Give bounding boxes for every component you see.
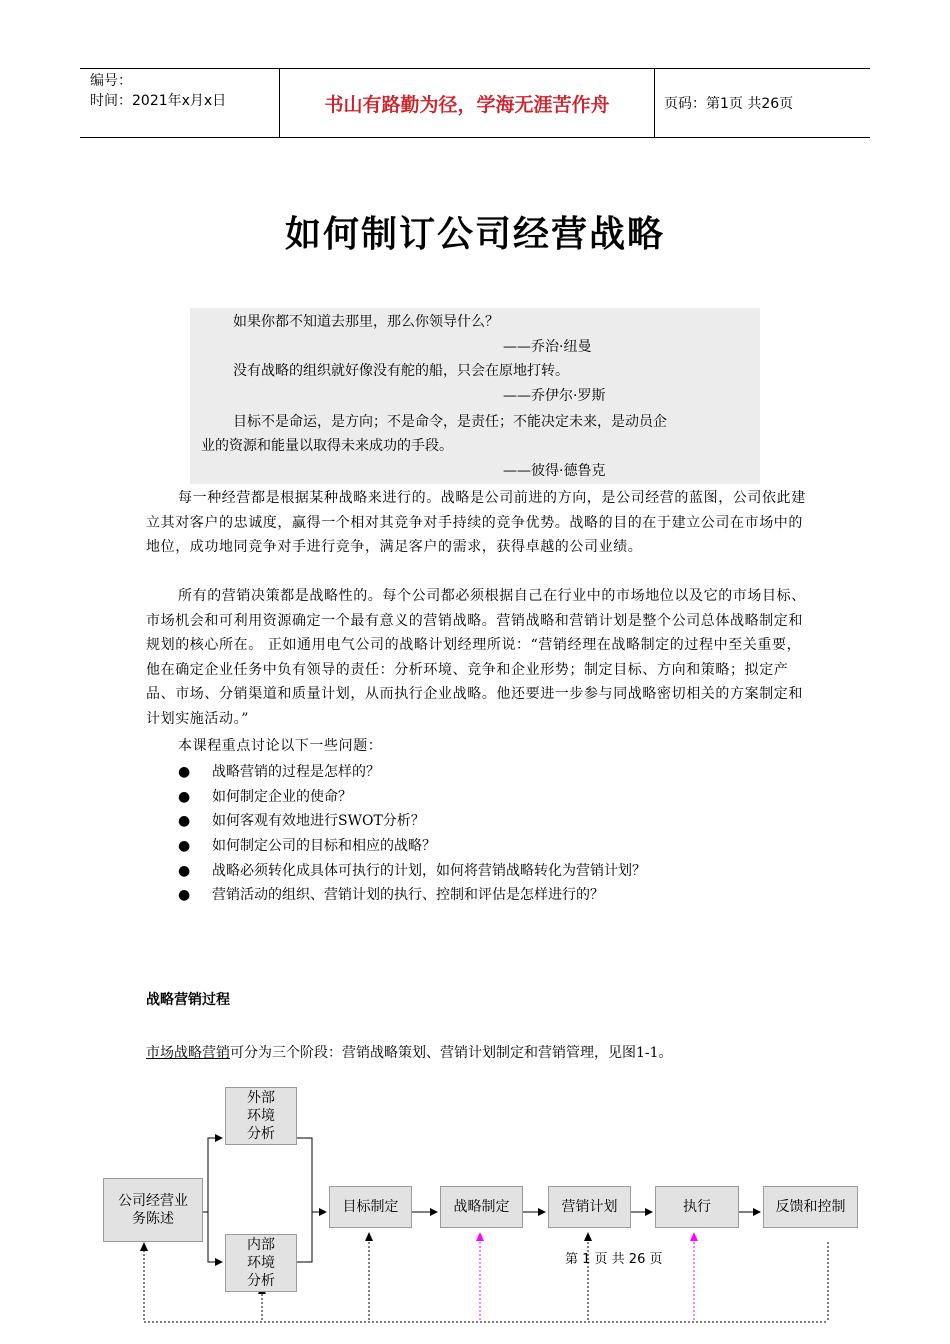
box-strategy-setting: 战略制定 [440, 1186, 523, 1228]
section-heading: 战略营销过程 [146, 992, 230, 1008]
list-item: ● 战略必须转化成具体可执行的计划，如何将营销战略转化为营销计划？ [178, 863, 646, 879]
box-feedback-control: 反馈和控制 [763, 1186, 858, 1228]
list-item: ● 战略营销的过程是怎样的？ [178, 764, 380, 780]
quote-1: 如果你都不知道去那里，那么你领导什么？ [233, 314, 499, 330]
bullet-icon: ● [178, 813, 191, 829]
document-title: 如何制订公司经营战略 [284, 213, 665, 255]
header-motto: 书山有路勤为径，学海无涯苦作舟 [280, 69, 655, 137]
date-label: 时间：2021年x月x日 [90, 93, 227, 109]
list-item: ● 营销活动的组织、营销计划的执行、控制和评估是怎样进行的？ [178, 887, 604, 903]
quote-1-author: ——乔治·纽曼 [503, 339, 592, 355]
box-company-statement: 公司经营业务陈述 [103, 1178, 203, 1242]
list-item: ● 如何制定公司的目标和相应的战略？ [178, 838, 436, 854]
box-goal-setting: 目标制定 [329, 1186, 412, 1228]
paragraph-2: 所有的营销决策都是战略性的。每个公司都必须根据自己在行业中的市场地位以及它的市场目标、市场机会和可利用资源确定一个最有意义的营销战略。营销战略和营销计划是整个公司总体战略制定和规划的核心所在。 正如通用电气公司的战略计划经理所说：“营销经理在战略制定的过程中至关重要，他在确定企业任务中负有领导的责任：分析环境、竞争和企业形势；制定目标、方向和策略；拟定产品、市场、分销渠道和质量计划，从而执行企业战略。他还要进一步参与同战略密切相关的方案制定和计划实施活动。” [146, 588, 806, 727]
bullet-icon: ● [178, 887, 191, 903]
list-item: ● 如何客观有效地进行SWOT分析？ [178, 813, 425, 829]
bullet-icon: ● [178, 789, 191, 805]
box-internal-analysis: 内部环境分析 [225, 1234, 297, 1292]
header-page-info: 页码：第1页 共26页 [664, 96, 794, 112]
paragraph-1: 每一种经营都是根据某种战略来进行的。战略是公司前进的方向，是公司经营的蓝图，公司依此建立其对客户的忠诚度，赢得一个相对其竞争对手持续的竞争优势。战略的目的在于建立公司在市场中的地位，成功地同竞争对手进行竞争，满足客户的需求，获得卓越的公司业绩。 [146, 490, 806, 555]
box-external-analysis: 外部环境分析 [225, 1087, 297, 1145]
box-marketing-plan: 营销计划 [548, 1186, 631, 1228]
quote-3-author: ——彼得·德鲁克 [503, 463, 606, 479]
section-intro: 市场战略营销可分为三个阶段：营销战略策划、营销计划制定和营销管理，见图1-1。 [146, 1045, 673, 1061]
quote-3-line2: 业的资源和能量以取得未来成功的手段。 [201, 438, 453, 454]
quote-3-line1: 目标不是命运，是方向；不是命令，是责任；不能决定未来，是动员企 [233, 414, 667, 430]
bullet-icon: ● [178, 838, 191, 854]
quote-2: 没有战略的组织就好像没有舵的船，只会在原地打转。 [233, 363, 569, 379]
number-label: 编号： [90, 73, 132, 89]
quote-2-author: ——乔伊尔·罗斯 [503, 388, 606, 404]
intro-link[interactable]: 市场战略营销 [146, 1045, 230, 1061]
bullet-icon: ● [178, 764, 191, 780]
box-execution: 执行 [655, 1186, 739, 1228]
page-footer: 第 1 页 共 26 页 [565, 1252, 663, 1267]
paragraph-3: 本课程重点讨论以下一些问题： [178, 738, 383, 754]
list-item: ● 如何制定企业的使命？ [178, 789, 352, 805]
bullet-icon: ● [178, 863, 191, 879]
